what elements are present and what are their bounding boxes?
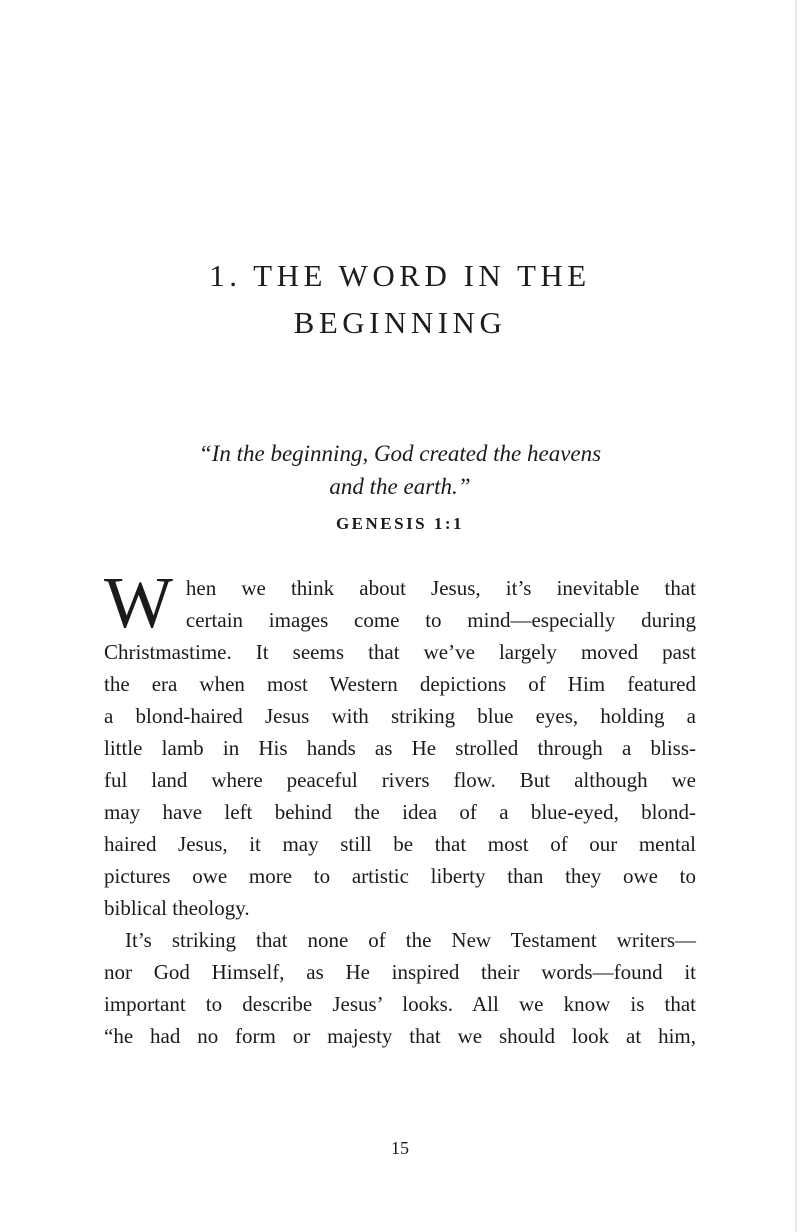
body-line: haired Jesus, it may still be that most of our mental	[104, 832, 696, 856]
body-text	[104, 562, 696, 1052]
epigraph	[0, 437, 800, 534]
body-line: biblical theology.	[104, 896, 250, 920]
body-line: a blond-haired Jesus with striking blue eyes, holding a	[104, 704, 696, 728]
body-line: certain images come to mind—especially during	[185, 608, 696, 632]
epigraph-source: GENESIS 1:1	[335, 514, 465, 533]
dropcap-letter: W	[104, 562, 173, 643]
epigraph-quote-line1: “In the beginning, God created the heavens	[198, 441, 602, 466]
body-line: It’s striking that none of the New Testament writers—	[125, 928, 696, 952]
epigraph-quote	[0, 437, 800, 503]
body-line: ful land where peaceful rivers flow. But although we	[104, 768, 696, 792]
body-line: little lamb in His hands as He strolled through a bliss-	[104, 736, 696, 760]
body-line: Christmastime. It seems that we’ve largely moved past	[104, 640, 696, 664]
page-number: 15	[391, 1138, 409, 1158]
chapter-title-line2: BEGINNING	[293, 305, 507, 340]
body-line: the era when most Western depictions of Him featured	[104, 672, 696, 696]
body-line: may have left behind the idea of a blue-eyed, blond-	[104, 800, 696, 824]
body-line: hen we think about Jesus, it’s inevitable that	[185, 576, 696, 600]
chapter-title	[0, 252, 800, 346]
body-line: important to describe Jesus’ looks. All we know is that	[104, 992, 696, 1016]
chapter-title-line1: 1. THE WORD IN THE	[209, 258, 591, 293]
body-line: “he had no form or majesty that we should look at him,	[104, 1024, 696, 1048]
body-line: nor God Himself, as He inspired their words—found it	[104, 960, 696, 984]
page-edge-line	[795, 0, 797, 1232]
epigraph-quote-line2: and the earth.”	[329, 474, 471, 499]
body-line: pictures owe more to artistic liberty than they owe to	[104, 864, 696, 888]
